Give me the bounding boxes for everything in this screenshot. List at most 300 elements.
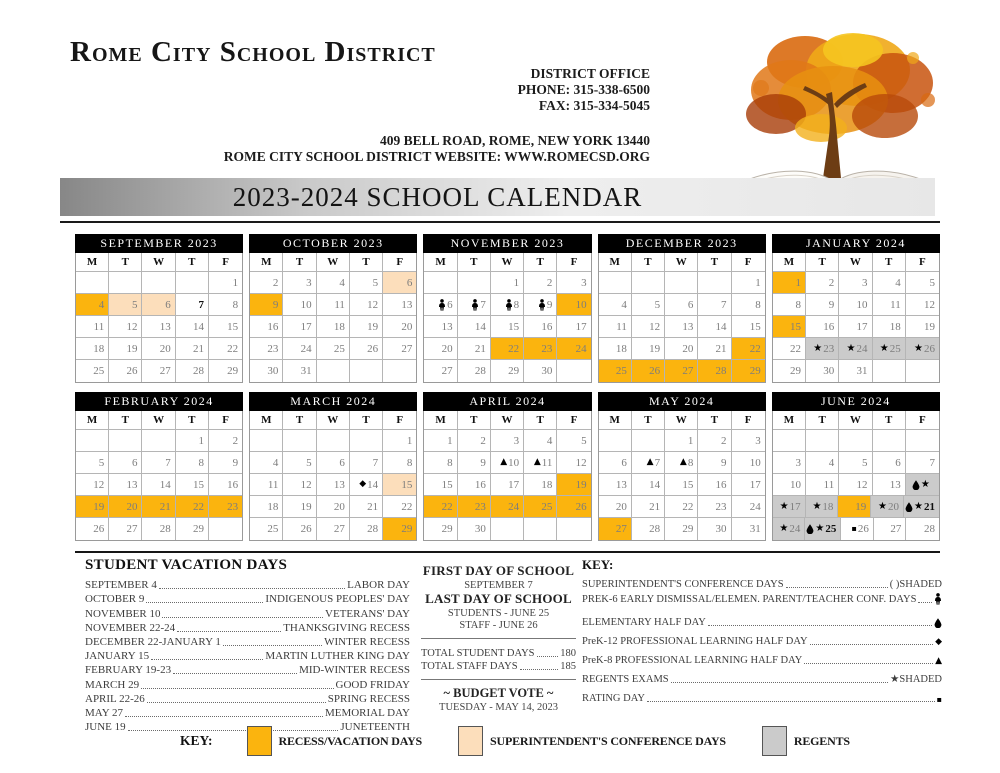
- day-number: 8: [447, 456, 453, 469]
- day-cell: [698, 338, 731, 360]
- vacation-date: OCTOBER 9: [85, 593, 145, 606]
- day-number: 27: [890, 523, 902, 535]
- weekday-cell: T: [109, 411, 142, 430]
- day-cell: [665, 430, 698, 452]
- day-number: 6: [339, 456, 345, 469]
- week-row: [599, 496, 765, 518]
- day-number: 24: [749, 500, 761, 513]
- drop-icon: [905, 502, 913, 512]
- day-number: 7: [929, 456, 935, 469]
- month-calendar: [75, 392, 243, 541]
- day-number: 2: [721, 434, 727, 447]
- day-cell: [806, 452, 839, 474]
- day-number: 9: [232, 456, 239, 469]
- day-cell: [383, 316, 416, 338]
- day-number: 9: [828, 298, 835, 311]
- day-cell: [209, 430, 242, 452]
- weekday-cell: T: [524, 411, 557, 430]
- day-number: 13: [889, 478, 901, 491]
- day-cell: [806, 474, 839, 496]
- day-number: 21: [367, 500, 379, 513]
- vacation-name: WINTER RECESS: [324, 635, 410, 648]
- banner-title: 2023-2024 SCHOOL CALENDAR: [232, 181, 643, 212]
- dotted-leader: [708, 625, 932, 626]
- vacation-item: [85, 676, 410, 690]
- day-cell: [871, 496, 904, 518]
- weekday-cell: W: [491, 253, 524, 272]
- day-cell: [524, 294, 557, 316]
- day-cell: [458, 338, 491, 360]
- day-number: 13: [159, 320, 171, 333]
- day-cell: [458, 430, 491, 452]
- week-row: [773, 496, 939, 518]
- day-cell: [109, 272, 142, 294]
- week-row: [424, 452, 590, 474]
- dotted-leader: [671, 682, 888, 683]
- triangle-icon: ▲: [533, 457, 541, 467]
- day-number: 8: [795, 298, 802, 311]
- weekday-cell: F: [209, 411, 242, 430]
- day-cell: [839, 272, 872, 294]
- day-cell: [524, 518, 557, 540]
- month-title: JUNE 2024: [772, 392, 940, 411]
- day-cell: [142, 430, 175, 452]
- day-number: 24: [789, 523, 801, 535]
- day-cell: [283, 452, 316, 474]
- star-icon: ★: [813, 342, 823, 354]
- day-cell: [283, 294, 316, 316]
- week-row: [599, 518, 765, 540]
- day-cell: [209, 294, 242, 316]
- day-number: 24: [300, 342, 312, 355]
- day-number: 18: [889, 320, 901, 333]
- district-name: Rome City School District: [70, 36, 436, 68]
- day-cell: [76, 430, 109, 452]
- day-cell: [458, 360, 491, 382]
- day-number: 16: [715, 478, 727, 491]
- week-row: [76, 360, 242, 382]
- week-row: [773, 474, 939, 496]
- day-cell: [632, 272, 665, 294]
- day-cell: [317, 272, 350, 294]
- day-cell: [142, 360, 175, 382]
- weekday-cell: T: [806, 253, 839, 272]
- day-cell: [806, 430, 839, 452]
- day-number: 4: [546, 434, 553, 447]
- day-cell: [665, 518, 698, 540]
- weekday-cell: T: [176, 411, 209, 430]
- day-cell: [839, 338, 872, 360]
- day-number: 11: [616, 320, 627, 333]
- day-number: 19: [300, 500, 312, 513]
- weekday-cell: M: [773, 411, 806, 430]
- day-cell: [557, 430, 590, 452]
- key-label: PreK-8 PROFESSIONAL LEARNING HALF DAY: [582, 655, 803, 666]
- day-cell: [806, 360, 839, 382]
- district-office-block: [300, 66, 650, 114]
- day-cell: [176, 294, 209, 316]
- day-number: 28: [923, 523, 935, 535]
- day-number: 20: [888, 500, 900, 513]
- dotted-leader: [786, 587, 888, 588]
- day-number: 24: [508, 500, 520, 513]
- day-number: 12: [367, 298, 379, 311]
- day-cell: [491, 272, 524, 294]
- day-cell: [698, 452, 731, 474]
- day-number: 27: [126, 523, 138, 535]
- diamond-icon: ◆: [935, 637, 942, 647]
- day-cell: [491, 518, 524, 540]
- day-number: 4: [339, 276, 345, 289]
- day-number: 11: [541, 456, 553, 469]
- day-number: 21: [474, 342, 486, 355]
- day-number: 8: [406, 456, 413, 469]
- day-number: 18: [822, 500, 834, 513]
- day-number: 23: [541, 342, 553, 355]
- day-cell: [383, 338, 416, 360]
- budget-vote-label: ~ BUDGET VOTE ~: [443, 686, 554, 700]
- day-cell: [350, 316, 383, 338]
- weekday-cell: F: [906, 253, 939, 272]
- calendar-grid: [75, 234, 940, 541]
- day-cell: [732, 518, 765, 540]
- day-number: 22: [790, 342, 802, 355]
- day-number: 19: [855, 500, 867, 513]
- month-calendar: [772, 234, 940, 383]
- day-cell: [773, 430, 806, 452]
- day-number: 26: [300, 523, 312, 535]
- weekday-row: [424, 411, 590, 430]
- day-cell: [209, 316, 242, 338]
- day-cell: [599, 272, 632, 294]
- week-row: [250, 360, 416, 382]
- day-number: 20: [401, 320, 413, 333]
- month-title: DECEMBER 2023: [598, 234, 766, 253]
- day-cell: [424, 294, 457, 316]
- week-row: [773, 430, 939, 452]
- vacation-name: MEMORIAL DAY: [324, 706, 410, 719]
- day-cell: [873, 316, 906, 338]
- day-cell: [599, 496, 632, 518]
- day-number: 9: [546, 298, 553, 311]
- weekday-row: [599, 411, 765, 430]
- day-number: 11: [823, 478, 835, 491]
- day-number: 1: [198, 434, 204, 447]
- weekday-cell: T: [632, 253, 665, 272]
- day-cell: [665, 496, 698, 518]
- day-cell: [698, 272, 731, 294]
- day-cell: [176, 360, 209, 382]
- week-row: [76, 452, 242, 474]
- day-cell: [599, 452, 632, 474]
- day-cell: [698, 518, 731, 540]
- totals-list: [421, 645, 576, 672]
- weekday-row: [773, 411, 939, 430]
- vacation-name: MARTIN LUTHER KING DAY: [265, 650, 410, 663]
- day-number: 11: [890, 298, 901, 311]
- legend-label: SUPERINTENDENT'S CONFERENCE DAYS: [490, 733, 726, 748]
- day-number: 30: [474, 523, 486, 535]
- month-title: NOVEMBER 2023: [423, 234, 591, 253]
- day-cell: [524, 452, 557, 474]
- day-cell: [491, 360, 524, 382]
- vacation-name: VETERANS' DAY: [325, 607, 410, 620]
- weekday-cell: M: [250, 411, 283, 430]
- week-row: [599, 316, 765, 338]
- day-cell: [773, 496, 806, 518]
- week-row: [76, 316, 242, 338]
- day-number: 20: [441, 342, 453, 355]
- key-symbol: [934, 593, 942, 605]
- day-cell: [350, 430, 383, 452]
- vacation-date: NOVEMBER 22-24: [85, 621, 176, 634]
- day-cell: [317, 338, 350, 360]
- day-cell: [424, 518, 457, 540]
- day-cell: [350, 294, 383, 316]
- day-cell: [698, 430, 731, 452]
- last-day-staff: STAFF - JUNE 26: [459, 620, 538, 631]
- day-number: 30: [823, 365, 835, 377]
- day-cell: [283, 360, 316, 382]
- day-number: 18: [615, 342, 627, 355]
- day-cell: [250, 338, 283, 360]
- day-number: 30: [715, 523, 727, 535]
- day-number: 3: [306, 276, 312, 289]
- day-cell: [317, 452, 350, 474]
- day-cell: [806, 338, 839, 360]
- drop-icon: [934, 618, 942, 628]
- weekday-cell: W: [665, 253, 698, 272]
- day-number: 2: [480, 434, 486, 447]
- star-icon: ★: [846, 342, 856, 354]
- day-cell: [773, 316, 806, 338]
- day-number: 19: [93, 500, 105, 513]
- day-number: 22: [401, 500, 413, 513]
- day-cell: [76, 294, 109, 316]
- day-number: 3: [513, 434, 520, 447]
- day-cell: [806, 316, 839, 338]
- weekday-cell: F: [732, 253, 765, 272]
- day-number: 14: [715, 320, 727, 333]
- day-number: 28: [367, 523, 379, 535]
- day-cell: [383, 360, 416, 382]
- dotted-leader: [159, 588, 345, 589]
- day-cell: [698, 316, 731, 338]
- day-cell: [524, 360, 557, 382]
- day-cell: [698, 360, 731, 382]
- day-number: 17: [856, 320, 868, 333]
- week-row: [250, 294, 416, 316]
- day-cell: [76, 518, 109, 540]
- day-number: 29: [508, 365, 520, 377]
- day-number: 4: [98, 298, 105, 311]
- day-cell: [873, 294, 906, 316]
- day-cell: [632, 430, 665, 452]
- day-cell: [209, 338, 242, 360]
- week-row: [250, 272, 416, 294]
- recess-swatch: [247, 726, 272, 756]
- day-cell: [109, 496, 142, 518]
- weekday-cell: W: [491, 411, 524, 430]
- day-cell: [632, 338, 665, 360]
- day-cell: [906, 294, 939, 316]
- parens-shaded-text: ( )SHADED: [889, 579, 942, 590]
- day-number: 15: [749, 320, 761, 333]
- legend-label: REGENTS: [793, 733, 850, 748]
- day-number: 10: [790, 478, 802, 491]
- week-row: [599, 474, 765, 496]
- dotted-leader: [520, 669, 559, 670]
- day-number: 4: [828, 456, 835, 469]
- month-title: MARCH 2024: [249, 392, 417, 411]
- day-number: 21: [649, 500, 661, 513]
- school-days-block: [421, 563, 576, 713]
- week-row: [599, 294, 765, 316]
- day-cell: [557, 294, 590, 316]
- day-cell: [806, 496, 839, 518]
- day-number: 7: [721, 298, 727, 311]
- office-fax: FAX: 315-334-5045: [538, 98, 650, 113]
- day-cell: [209, 360, 242, 382]
- day-number: 5: [862, 456, 868, 469]
- day-number: 20: [615, 500, 627, 513]
- month-calendar: [598, 234, 766, 383]
- weekday-cell: T: [458, 411, 491, 430]
- day-number: 14: [474, 320, 486, 333]
- weekday-cell: T: [350, 411, 383, 430]
- key-title: KEY:: [582, 557, 614, 572]
- middle-divider: [421, 638, 576, 639]
- day-number: 8: [198, 456, 204, 469]
- day-cell: [773, 338, 806, 360]
- day-cell: [839, 452, 872, 474]
- week-row: [773, 360, 939, 382]
- day-cell: [665, 360, 698, 382]
- day-cell: [458, 316, 491, 338]
- day-cell: [383, 474, 416, 496]
- key-item: [582, 632, 942, 647]
- day-number: 11: [93, 320, 105, 333]
- day-number: 1: [406, 434, 413, 447]
- day-cell: [283, 316, 316, 338]
- month-calendar: [598, 392, 766, 541]
- day-cell: [599, 360, 632, 382]
- day-number: 30: [267, 365, 279, 377]
- day-number: 30: [541, 365, 553, 377]
- day-cell: [317, 316, 350, 338]
- day-cell: [424, 452, 457, 474]
- month-calendar: [423, 392, 591, 541]
- week-row: [599, 360, 765, 382]
- day-cell: [632, 294, 665, 316]
- day-cell: [283, 518, 316, 540]
- vacation-date: MARCH 29: [85, 678, 140, 691]
- day-number: 9: [721, 456, 727, 469]
- day-cell: [599, 294, 632, 316]
- day-cell: [665, 316, 698, 338]
- day-cell: [732, 272, 765, 294]
- vacation-date: JANUARY 15: [85, 650, 150, 663]
- week-row: [773, 338, 939, 360]
- day-number: 9: [272, 298, 279, 311]
- day-cell: [873, 452, 906, 474]
- legend-title: KEY:: [180, 733, 213, 748]
- day-number: 17: [789, 500, 801, 513]
- day-number: 28: [474, 365, 486, 377]
- day-number: 15: [401, 478, 413, 491]
- day-cell: [632, 518, 665, 540]
- day-cell: [109, 518, 142, 540]
- day-number: 12: [126, 320, 138, 333]
- day-cell: [841, 518, 874, 540]
- day-number: 26: [857, 523, 869, 535]
- week-row: [599, 452, 765, 474]
- weekday-cell: W: [317, 253, 350, 272]
- day-number: 2: [232, 434, 239, 447]
- day-number: 3: [581, 276, 587, 289]
- day-cell: [632, 360, 665, 382]
- day-cell: [732, 430, 765, 452]
- day-cell: [350, 452, 383, 474]
- day-cell: [142, 452, 175, 474]
- day-cell: [458, 452, 491, 474]
- day-number: 2: [828, 276, 835, 289]
- day-cell: [142, 338, 175, 360]
- key-block: [582, 557, 942, 704]
- day-cell: [491, 294, 524, 316]
- key-item: [582, 613, 942, 628]
- vacation-item: [85, 705, 410, 719]
- day-cell: [773, 294, 806, 316]
- weekday-cell: W: [665, 411, 698, 430]
- vacation-date: FEBRUARY 19-23: [85, 664, 172, 677]
- key-symbol: [937, 696, 942, 704]
- day-cell: [665, 452, 698, 474]
- key-symbol: [890, 579, 942, 590]
- day-number: 15: [441, 478, 453, 491]
- day-cell: [109, 316, 142, 338]
- day-cell: [76, 360, 109, 382]
- triangle-icon: ▲: [935, 656, 942, 666]
- vacation-date: NOVEMBER 10: [85, 607, 161, 620]
- day-cell: [524, 316, 557, 338]
- day-number: 25: [825, 523, 837, 535]
- weekday-cell: M: [76, 411, 109, 430]
- day-number: 13: [401, 298, 413, 311]
- day-cell: [424, 316, 457, 338]
- day-cell: [176, 518, 209, 540]
- day-cell: [491, 430, 524, 452]
- day-cell: [838, 496, 871, 518]
- day-cell: [383, 294, 416, 316]
- tree-foliage: [746, 33, 935, 142]
- day-cell: [557, 272, 590, 294]
- day-number: 27: [682, 365, 694, 377]
- total-days-value: 180: [560, 647, 576, 659]
- day-cell: [839, 360, 872, 382]
- square-icon: ▪: [936, 695, 942, 704]
- day-cell: [806, 294, 839, 316]
- day-number: 29: [227, 365, 239, 377]
- month-title: MAY 2024: [598, 392, 766, 411]
- day-number: 1: [447, 434, 453, 447]
- day-cell: [142, 316, 175, 338]
- key-label: REGENTS EXAMS: [582, 674, 669, 685]
- day-number: 31: [749, 523, 761, 535]
- day-number: 12: [300, 478, 312, 491]
- day-cell: [524, 430, 557, 452]
- day-number: 23: [227, 500, 239, 513]
